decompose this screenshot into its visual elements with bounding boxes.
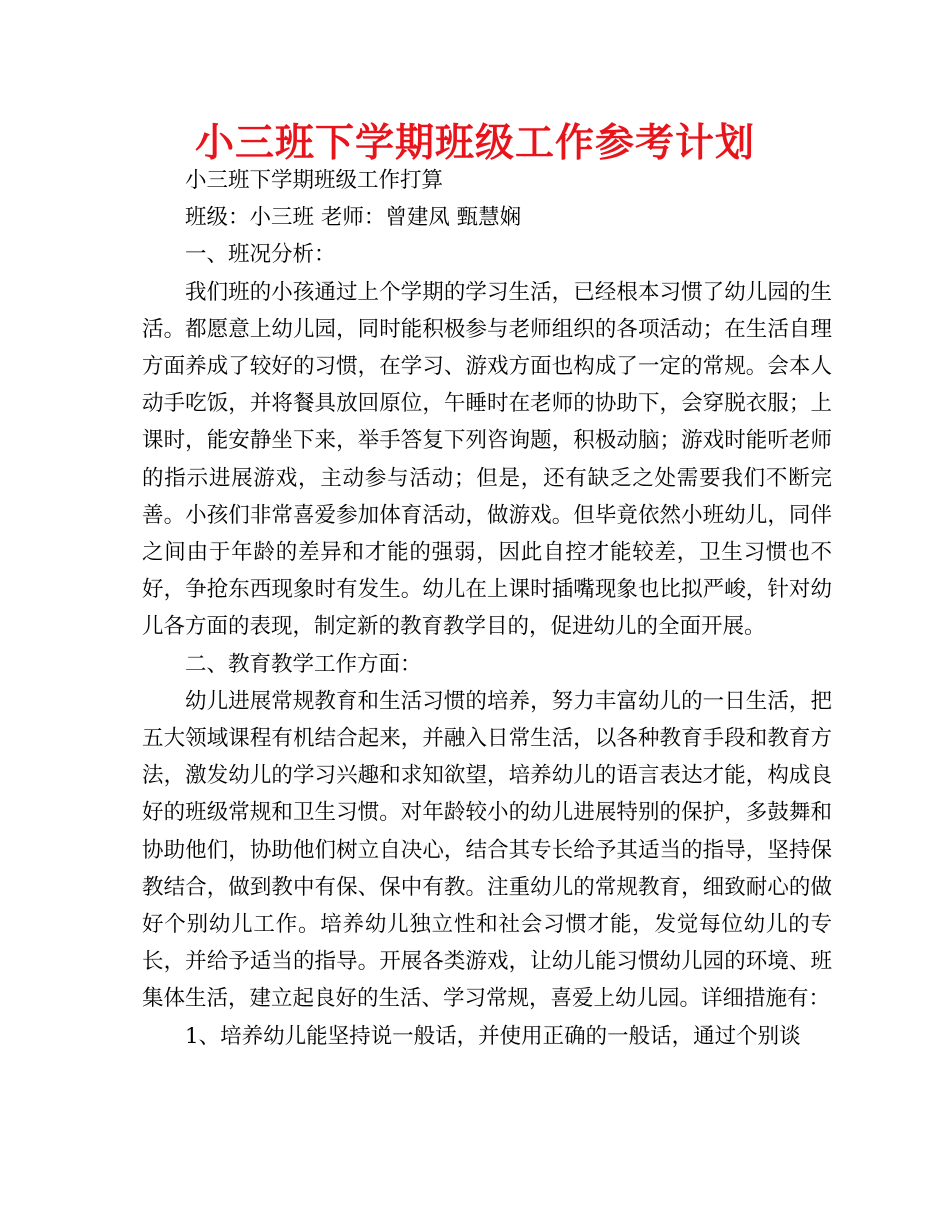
- document-title: 小三班下学期班级工作参考计划: [194, 121, 755, 166]
- subtitle-paragraph: 小三班下学期班级工作打算: [185, 168, 444, 193]
- document-body: [142, 162, 832, 1055]
- teaching-paragraph: 幼儿进展常规教育和生活习惯的培养，努力丰富幼儿的一日生活，把五大领域课程有机结合起来，并融入日常生活，以各种教育手段和教育方法，激发幼儿的学习兴趣和求知欲望，培养幼儿的语言表达才能，构成良好的班级常规和卫生习惯。对年龄较小的幼儿进展特别的保护，多鼓舞和协助他们，协助他们树立自决心，结合其专长给予其适当的指导，坚持保教结合，做到教中有保、保中有教。注重幼儿的常规教育，细致耐心的做好个别幼儿工作。培养幼儿独立性和社会习惯才能，发觉每位幼儿的专长，并给予适当的指导。开展各类游戏，让幼儿能习惯幼儿园的环境、班集体生活，建立起良好的生活、学习常规，喜爱上幼儿园。详细措施有：: [142, 688, 832, 1012]
- measure-paragraph-1: 1、培养幼儿能坚持说一般话，并使用正确的一般话，通过个别谈: [185, 1023, 801, 1049]
- class-info-paragraph: 班级：小三班 老师：曾建凤 甄慧娴: [185, 205, 522, 231]
- analysis-paragraph: 我们班的小孩通过上个学期的学习生活，已经根本习惯了幼儿园的生活。都愿意上幼儿园，同时能积极参与老师组织的各项活动；在生活自理方面养成了较好的习惯，在学习、游戏方面也构成了一定的常规。会本人动手吃饭，并将餐具放回原位，午睡时在老师的协助下，会穿脱衣服；上课时，能安静坐下来，举手答复下列咨询题，积极动脑；游戏时能听老师的指示进展游戏，主动参与活动；但是，还有缺乏之处需要我们不断完善。小孩们非常喜爱参加体育活动，做游戏。但毕竟依然小班幼儿，同伴之间由于年龄的差异和才能的强弱，因此自控才能较差，卫生习惯也不好，争抢东西现象时有发生。幼儿在上课时插嘴现象也比拟严峻，针对幼儿各方面的表现，制定新的教育教学目的，促进幼儿的全面开展。: [142, 279, 832, 640]
- section-heading-analysis: 一、班况分析：: [185, 242, 336, 268]
- section-heading-teaching: 二、教育教学工作方面：: [185, 651, 422, 677]
